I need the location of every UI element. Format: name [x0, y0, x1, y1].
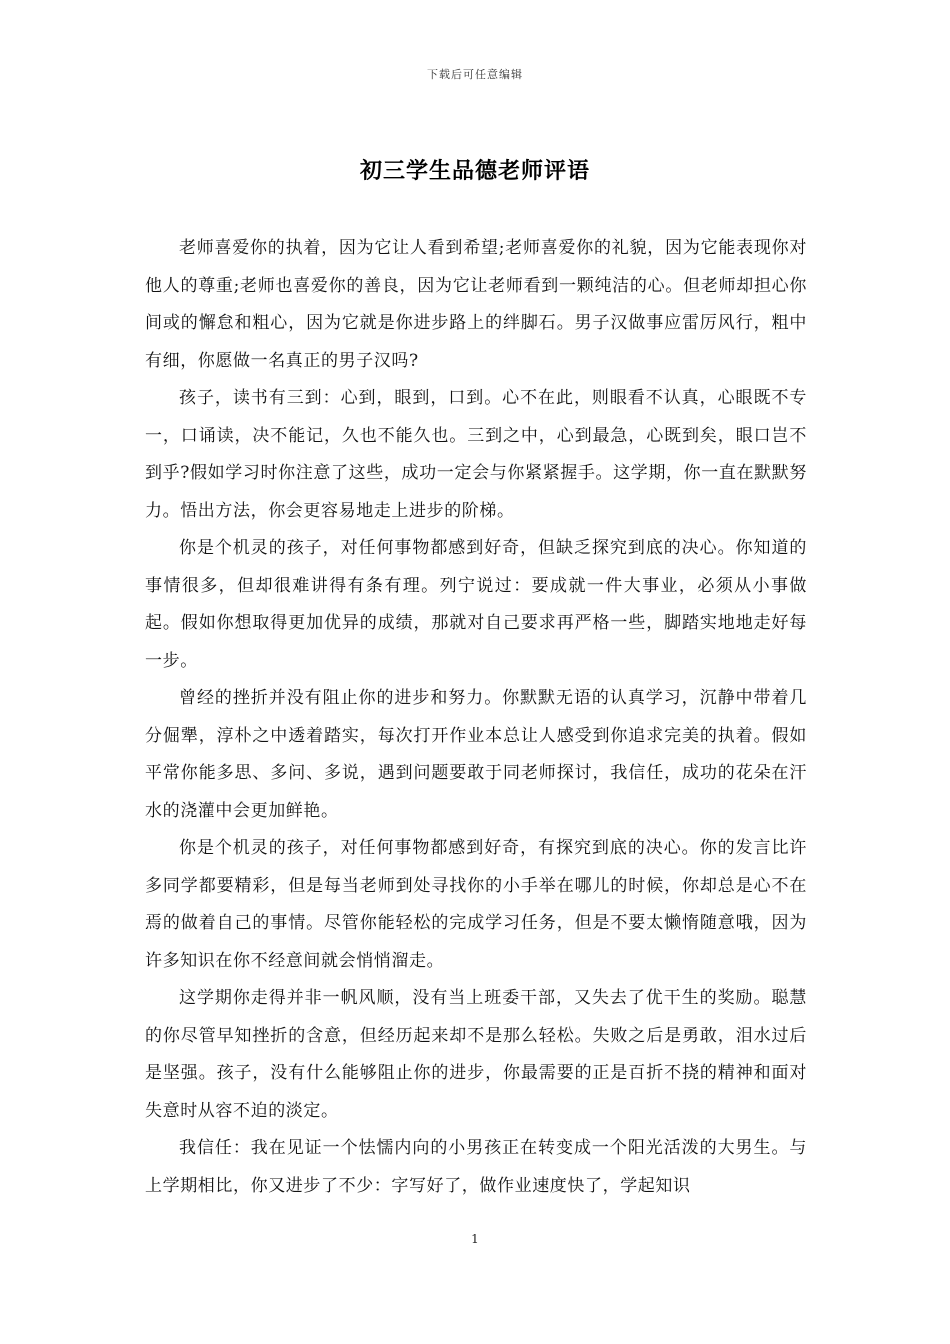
paragraph: 你是个机灵的孩子，对任何事物都感到好奇，有探究到底的决心。你的发言比许多同学都要精彩，但是每当老师到处寻找你的小手举在哪儿的时候，你却总是心不在焉的做着自己的事情。尽管你能轻松的完成学习任务，但是不要太懒惰随意哦，因为许多知识在你不经意间就会悄悄溜走。 [145, 838, 807, 971]
document-body [145, 230, 807, 1205]
paragraph: 曾经的挫折并没有阻止你的进步和努力。你默默无语的认真学习，沉静中带着几分倔犟，淳朴之中透着踏实，每次打开作业本总让人感受到你追求完美的执着。假如平常你能多思、多问、多说，遇到问题要敢于同老师探讨，我信任，成功的花朵在汗水的浇灌中会更加鲜艳。 [145, 688, 807, 821]
header-note: 下载后可任意编辑 [427, 68, 523, 81]
page-title: 初三学生品德老师评语 [359, 158, 590, 184]
page-number: 1 [471, 1232, 479, 1246]
paragraph: 这学期你走得并非一帆风顺，没有当上班委干部，又失去了优干生的奖励。聪慧的你尽管早知挫折的含意，但经历起来却不是那么轻松。失败之后是勇敢，泪水过后是坚强。孩子，没有什么能够阻止你的进步，你最需要的正是百折不挠的精神和面对失意时从容不迫的淡定。 [145, 988, 807, 1121]
paragraph: 我信任：我在见证一个怯懦内向的小男孩正在转变成一个阳光活泼的大男生。与上学期相比，你又进步了不少：字写好了，做作业速度快了，学起知识 [145, 1138, 807, 1196]
paragraph: 孩子，读书有三到：心到，眼到，口到。心不在此，则眼看不认真，心眼既不专一，口诵读，决不能记，久也不能久也。三到之中，心到最急，心既到矣，眼口岂不到乎?假如学习时你注意了这些，成功一定会与你紧紧握手。这学期，你一直在默默努力。悟出方法，你会更容易地走上进步的阶梯。 [145, 388, 807, 521]
paragraph: 老师喜爱你的执着，因为它让人看到希望;老师喜爱你的礼貌，因为它能表现你对他人的尊重;老师也喜爱你的善良，因为它让老师看到一颗纯洁的心。但老师却担心你间或的懈怠和粗心，因为它就是你进步路上的绊脚石。男子汉做事应雷厉风行，粗中有细，你愿做一名真正的男子汉吗? [145, 238, 807, 371]
paragraph: 你是个机灵的孩子，对任何事物都感到好奇，但缺乏探究到底的决心。你知道的事情很多，但却很难讲得有条有理。列宁说过：要成就一件大事业，必须从小事做起。假如你想取得更加优异的成绩，那就对自己要求再严格一些，脚踏实地地走好每一步。 [145, 538, 807, 671]
